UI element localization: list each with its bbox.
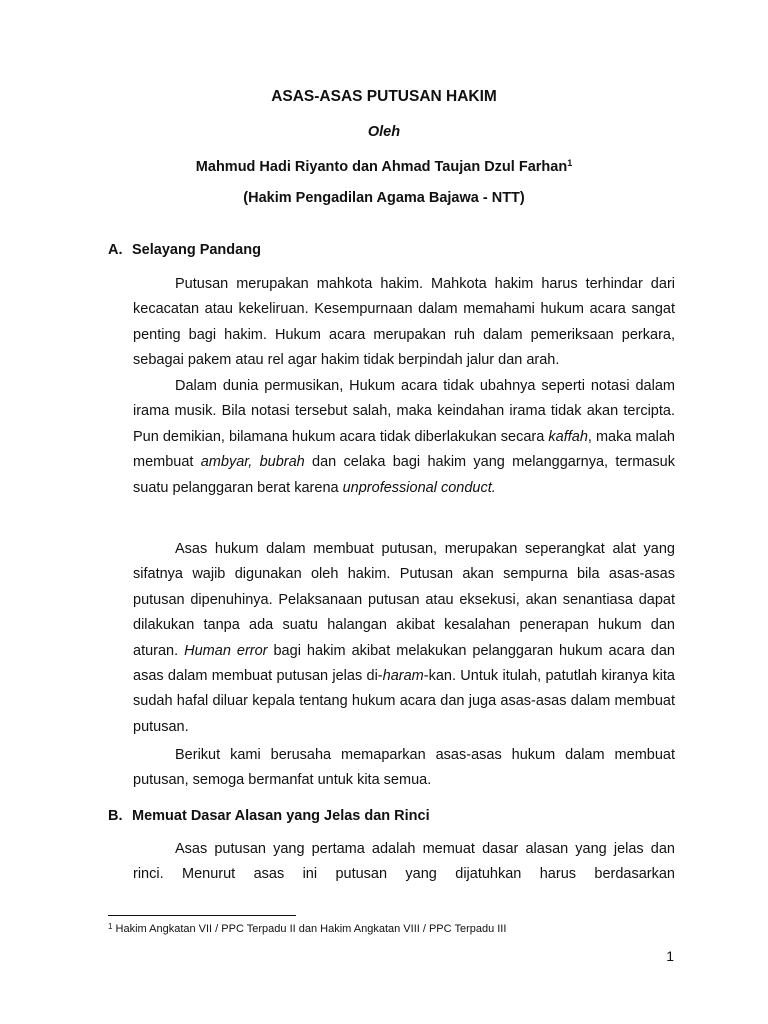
paragraph-5: Asas putusan yang pertama adalah memuat dasar alasan yang jelas dan rinci. Menurut asas ini putusan yang dijatuhkan harus berdasarkan <box>133 841 675 883</box>
paragraph-3 <box>133 537 675 740</box>
authors-line <box>0 158 768 175</box>
paragraph-2-italic-1: kaffah <box>548 428 588 445</box>
footnote-reference[interactable]: 1 <box>567 158 573 168</box>
paragraph-1: Putusan merupakan mahkota hakim. Mahkota hakim harus terhindar dari kecacatan atau kekeliruan. Kesempurnaan dalam memahami hukum acara sangat penting bagi hakim. Hukum acara merupakan ruh dalam pemeriksaan perkara, sebagai pakem atau rel agar hakim tidak berpindah jalur dan arah. <box>133 276 675 369</box>
paragraph-3-italic-2: haram <box>382 668 424 685</box>
byline: Oleh <box>367 124 401 140</box>
section-heading-b <box>108 808 430 824</box>
paragraph-2-italic-2: ambyar, bubrah <box>200 454 305 471</box>
section-letter: B. <box>108 808 123 824</box>
paragraph-2 <box>133 374 675 501</box>
section-title: Memuat Dasar Alasan yang Jelas dan Rinci <box>132 808 430 824</box>
affiliation: (Hakim Pengadilan Agama Bajawa - NTT) <box>243 190 525 206</box>
page-number: 1 <box>666 948 674 964</box>
footnote-marker: 1 <box>108 922 113 931</box>
section-letter: A. <box>108 242 123 258</box>
paragraph-3-text-3: -kan. Untuk itulah, patutlah kiranya kita sudah hafal diluar kepala tentang hukum acara dan juga asas-asas dalam membuat putusan. <box>133 668 675 735</box>
paragraph-2-text-2: , maka malah membuat <box>133 428 675 471</box>
paragraph-2-italic-3: unprofessional conduct. <box>342 479 496 496</box>
section-heading-a <box>108 242 261 258</box>
authors-names: Mahmud Hadi Riyanto dan Ahmad Taujan Dzul Farhan <box>195 159 568 175</box>
paragraph-3-italic-1: Human error <box>184 642 268 659</box>
paragraph-4: Berikut kami berusaha memaparkan asas-asas hukum dalam membuat putusan, semoga bermanfat untuk kita semua. <box>133 747 675 789</box>
document-title: ASAS-ASAS PUTUSAN HAKIM <box>271 88 497 105</box>
footnote-separator <box>108 915 296 916</box>
footnote-text: Hakim Angkatan VII / PPC Terpadu II dan Hakim Angkatan VIII / PPC Terpadu III <box>112 923 507 935</box>
footnote <box>108 922 506 935</box>
section-title: Selayang Pandang <box>132 242 261 258</box>
paragraph-2-text-3: dan celaka bagi hakim yang melanggarnya, termasuk suatu pelanggaran berat karena <box>133 454 675 496</box>
paragraph-3-text-2: bagi hakim akibat melakukan pelanggaran hukum acara dan asas dalam membuat putusan jelas di- <box>133 642 675 685</box>
paragraph-3-text-1: Asas hukum dalam membuat putusan, merupakan seperangkat alat yang sifatnya wajib digunakan oleh hakim. Putusan akan sempurna bila asas-asas putusan dipenuhinya. Pelaksanaan putusan atau eksekusi, akan senantiasa dapat dilakukan tanpa ada suatu halangan akibat kesalahan penerapan hukum dan aturan. <box>133 541 675 659</box>
paragraph-2-text-1: Dalam dunia permusikan, Hukum acara tidak ubahnya seperti notasi dalam irama musik. Bila notasi tersebut salah, maka keindahan irama tidak akan tercipta. Pun demikian, bilamana hukum acara tidak diberlakukan secara <box>133 378 675 445</box>
